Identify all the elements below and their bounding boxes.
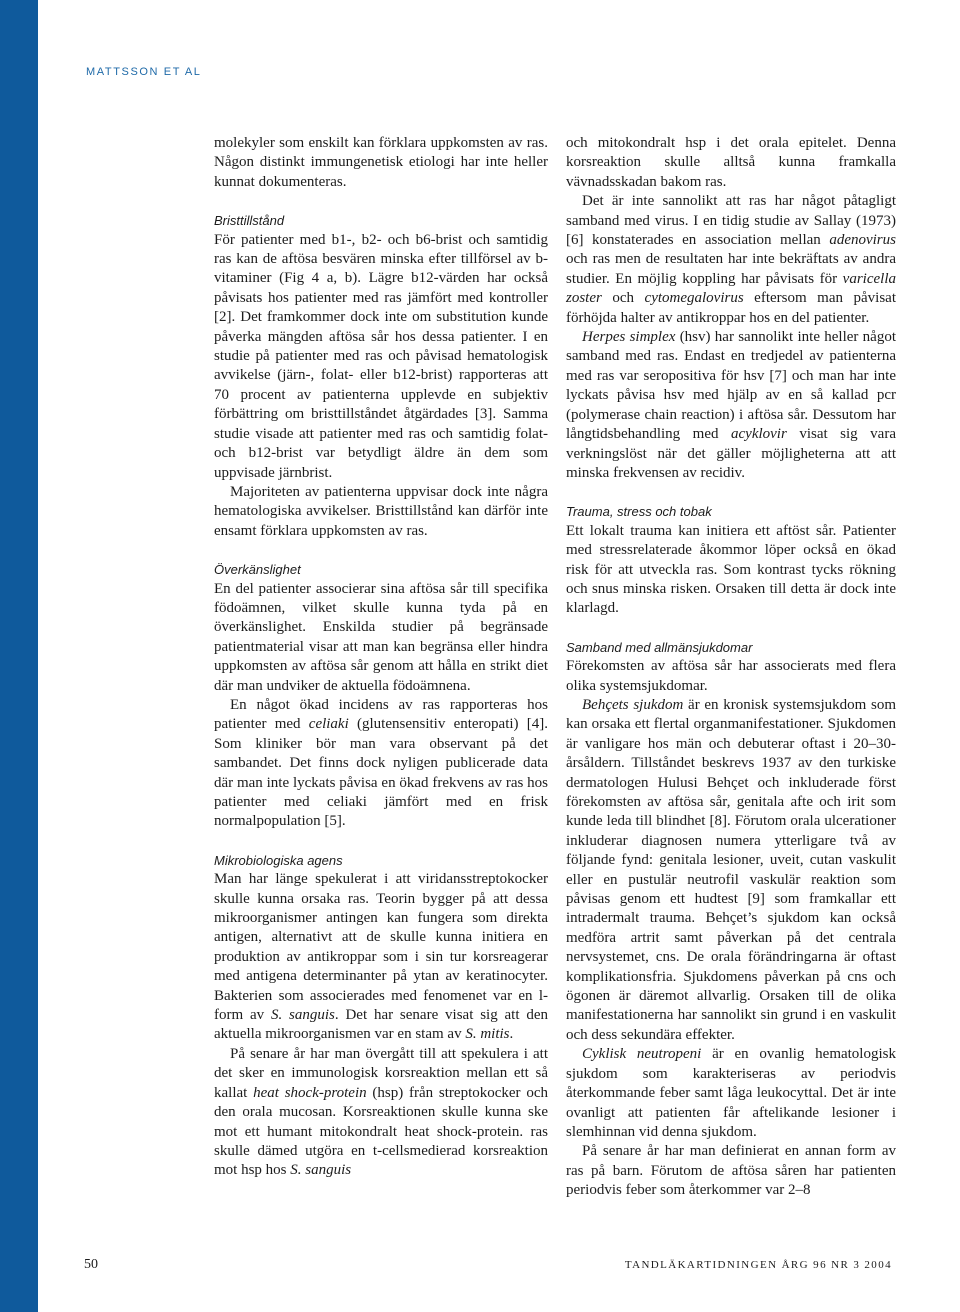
paragraph-brist-2: Majoriteten av patienterna uppvisar dock inte några hematologiska avvikelser. Bristtillstånd kan därför inte ensamt förklara uppkomsten av ras. (214, 483, 548, 539)
left-column (214, 134, 548, 1181)
paragraph-intro: molekyler som enskilt kan förklara uppkomsten av ras. Någon distinkt immungenetisk etiologi har inte heller kunnat dokumenteras. (214, 135, 548, 190)
page-number: 50 (84, 1257, 98, 1272)
paragraph-mikro-2: På senare år har man övergått till att spekulera i att det sker en immunologisk korsreaktion mellan ett så kallat heat shock-protein (hsp) från streptokocker och den orala mucosan. Korsreaktionen skulle kunna ske mot ett humant mitokondralt heat shock-protein. ras skulle dämed utgöra en t-cellsmedierad korsreaktion mot hsp hos S. sanguis (214, 1045, 548, 1179)
paragraph-over-1: En del patienter associerar sina aftösa sår till specifika födoämnen, vilket skulle kunna tyda på en överkänslighet. Enskilda studier på begränsade patientmaterial visar att man kan begränsa eller hindra uppkomsten av aftösa sår genom att hålla en strikt diet där man undviker de aktuella födoämnena. (214, 580, 548, 694)
heading-overkanslighet: Överkänslighet (214, 562, 301, 578)
paragraph-trauma: Ett lokalt trauma kan initiera ett aftöst sår. Patienter med stressrelaterade åkommor löper också en ökad risk för att utveckla ras. Som kontrast tycks rökning och snus minska risken. Orsaken till detta är dock inte klarlagd. (566, 522, 896, 617)
paragraph-cyklisk: Cyklisk neutropeni är en ovanlig hematologisk sjukdom som karakteriseras av periodvis återkommande feber samt låga leukocyttal. Det är inte ovanligt att patienten får aftelikande lesioner i slemhinnan vid denna sjukdom. (566, 1046, 896, 1140)
heading-samband: Samband med allmänsjukdomar (566, 639, 753, 655)
paragraph-brist-1: För patienter med b1-, b2- och b6-brist och samtidig ras kan de aftösa besvären minska efter tillförsel av b-vitaminer (Fig 4 a, b). Lägre b12-värden har också påvisats hos patienter med ras jämfört med kontroller [2]. Det framkommer dock inte om substitution kunde påverka mängden aftösa sår hos dessa patienter. I en studie på patienter med ras och påvisad hematologisk avvikelse (järn-, folat- eller b12-brist) rapporteras att 70 procent av patienterna upplevde en subjektiv förbättring om bristtillståndet åtgärdades [3]. Samma studie visade att patienter med ras och samtidig folat- och b12-brist var betydligt äldre än dem som uppvisade järnbrist. (214, 231, 548, 481)
paragraph-senare: På senare år har man definierat en annan form av ras på barn. Förutom de aftösa såren har patienten periodvis feber som återkommer var 2–8 (566, 1143, 896, 1199)
paragraph-behcet: Behçets sjukdom är en kronisk systemsjukdom som kan orsaka ett flertal organmanifestationer. Sjukdomen är vanligare hos män och debuterar oftast i 20–30-årsåldern. Tillståndet beskrevs 1937 av den turkiske dermatologen Hulusi Behçet och inkluderade först förekomsten av aftösa sår, genitala afte och irit som kunde leda till blindhet [8]. Förutom orala ulcerationer inkluderar diagnosen numera ytterligare två av följande fynd: genitala lesioner, uveit, cutan vaskulit eller en pustulär neutrofil vaskulär reaktion som påvisas genom ett hudtest [9] som framkallar ett intradermalt trauma. Behçet’s sjukdom kan också medföra artrit samt påverkan på det centrala nervsystemet, cns. De orala förändringarna är oftast komplikationsfria. Sjukdomens påverkan på cns och ögonen är däremot allvarlig. Orsaken till de olika manifestationerna har sannolikt sin grund i en vaskulit och dess sekundära effekter. (566, 696, 897, 1043)
heading-trauma: Trauma, stress och tobak (566, 504, 712, 520)
journal-footer: TANDLÄKARTIDNINGEN ÅRG 96 NR 3 2004 (624, 1259, 892, 1271)
paragraph-over-2: En något ökad incidens av ras rapporteras hos patienter med celiaki (glutensensitiv enteropati) [4]. Som kliniker bör man vara observant på det sambandet. Det finns dock nyligen publicerade data där man inte lyckats påvisa en ökad frekvens av ras hos patienter med celiaki jämfört med en frisk normalpopulation [5]. (214, 696, 549, 830)
heading-mikrobiologiska: Mikrobiologiska agens (214, 852, 343, 868)
paragraph-herpes: Herpes simplex (hsv) har sannolikt inte heller något samband med ras. Endast en tredjedel av patienterna med ras var seropositiva för hsv [7] och man har inte lyckats påvisa hsv med hjälp av en så kallad pcr (polymerase chain reaction) i aftösa sår. Dessutom har långtidsbehandling med acyklovir visat sig vara verkningslöst när det gäller möjligheterna att att minska frekvensen av recidiv. (566, 329, 896, 481)
paragraph-mikro-1: Man har länge spekulerat i att viridansstreptokocker skulle kunna orsaka ras. Teorin bygger på att dessa mikroorganismer antingen kan fungera som direkta antigen, alternativt att de skulle kunna initiera en produktion av antikroppar som i sin tur korsreagerar med antigena determinanter på ytan av keratinocyter. Bakterien som associerades med fenomenet var en l-form av S. sanguis. Det har senare visat sig att den aktuella mikroorganismen var en stam av S. mitis. (214, 871, 548, 1043)
paragraph-continuation: och mitokondralt hsp i det orala epitelet. Denna korsreaktion skulle alltså kunna framkalla vävnadsskadan bakom ras. (566, 135, 896, 190)
heading-bristtillstand: Bristtillstånd (214, 213, 285, 229)
running-head: MATTSSON ET AL (86, 66, 202, 78)
paragraph-samband: Förekomsten av aftösa sår har associerats med flera olika systemsjukdomar. (566, 658, 896, 694)
sidebar-color-bar (0, 0, 38, 1312)
right-column (566, 134, 896, 1201)
paragraph-virus: Det är inte sannolikt att ras har något påtagligt samband med virus. I en tidig studie av Sallay (1973) [6] konstaterades en association mellan adenovirus och ras men de resultaten har inte bekräftats av andra studier. En möjlig koppling har påvisats för varicella zoster och cytomegalovirus eftersom man påvisat förhöjda halter av antikroppar hos en del patienter. (566, 193, 896, 326)
